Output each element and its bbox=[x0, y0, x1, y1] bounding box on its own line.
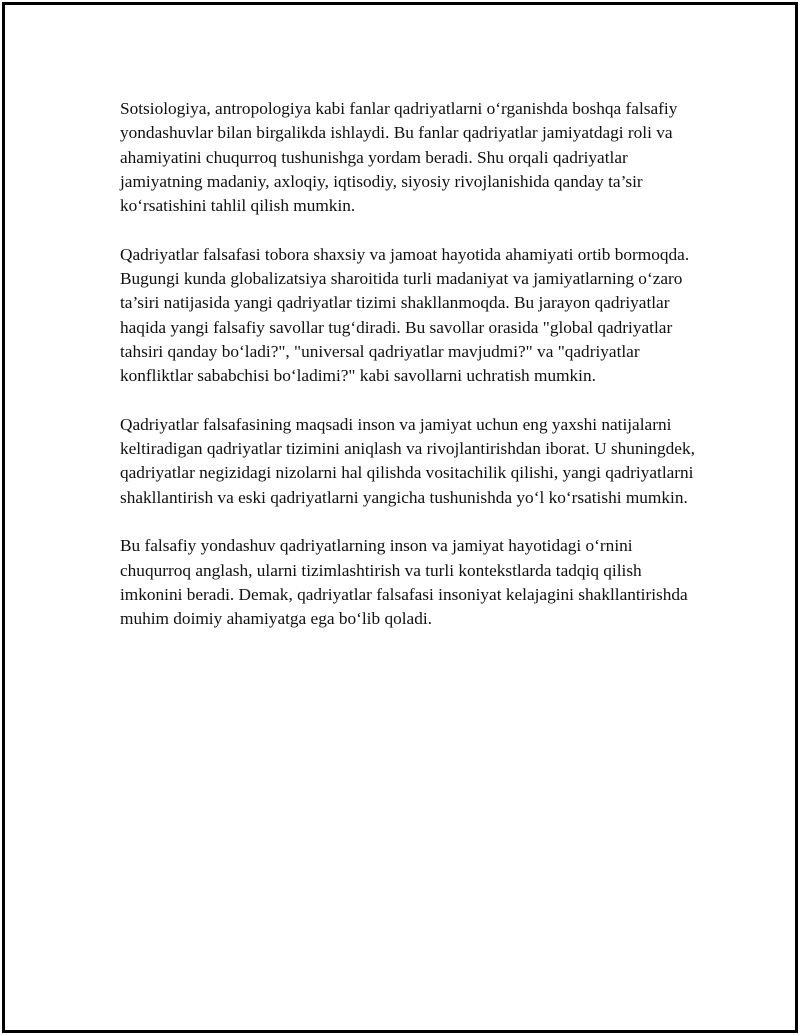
paragraph-3: Qadriyatlar falsafasining maqsadi inson va jamiyat uchun eng yaxshi natijalarni keltiradigan qadriyatlar tizimini aniqlash va rivojlantirishdan iborat. U shuningdek, qadriyatlar negizidagi nizolarni hal qilishda vositachilik qilishi, yangi qadriyatlarni shakllantirish va eski qadriyatlarni yangicha tushunishda yo‘l ko‘rsatishi mumkin. bbox=[120, 414, 695, 507]
paragraph-1: Sotsiologiya, antropologiya kabi fanlar qadriyatlarni o‘rganishda boshqa falsafiy yondashuvlar bilan birgalikda ishlaydi. Bu fanlar qadriyatlar jamiyatdagi roli va ahamiyatini chuqurroq tushunishga yordam beradi. Shu orqali qadriyatlar jamiyatning madaniy, axloqiy, iqtisodiy, siyosiy rivojlanishida qanday ta’sir ko‘rsatishini tahlil qilish mumkin. bbox=[120, 99, 678, 216]
document-body bbox=[120, 97, 700, 656]
paragraph-2: Qadriyatlar falsafasi tobora shaxsiy va jamoat hayotida ahamiyati ortib bormoqda. Bugungi kunda globalizatsiya sharoitida turli madaniyat va jamiyatlarning o‘zaro ta’siri natijasida yangi qadriyatlar tizimi shakllanmoqda. Bu jarayon qadriyatlar haqida yangi falsafiy savollar tug‘diradi. Bu savollar orasida "global qadriyatlar tahsiri qanday bo‘ladi?", "universal qadriyatlar mavjudmi?" va "qadriyatlar konfliktlar sababchisi bo‘ladimi?" kabi savollarni uchratish mumkin. bbox=[120, 244, 690, 386]
paragraph-4: Bu falsafiy yondashuv qadriyatlarning inson va jamiyat hayotidagi o‘rnini chuqurroq anglash, ularni tizimlashtirish va turli kontekstlarda tadqiq qilish imkonini beradi. Demak, qadriyatlar falsafasi insoniyat kelajagini shakllantirishda muhim doimiy ahamiyatga ega bo‘lib qoladi. bbox=[120, 536, 688, 629]
page-border bbox=[2, 2, 798, 1033]
